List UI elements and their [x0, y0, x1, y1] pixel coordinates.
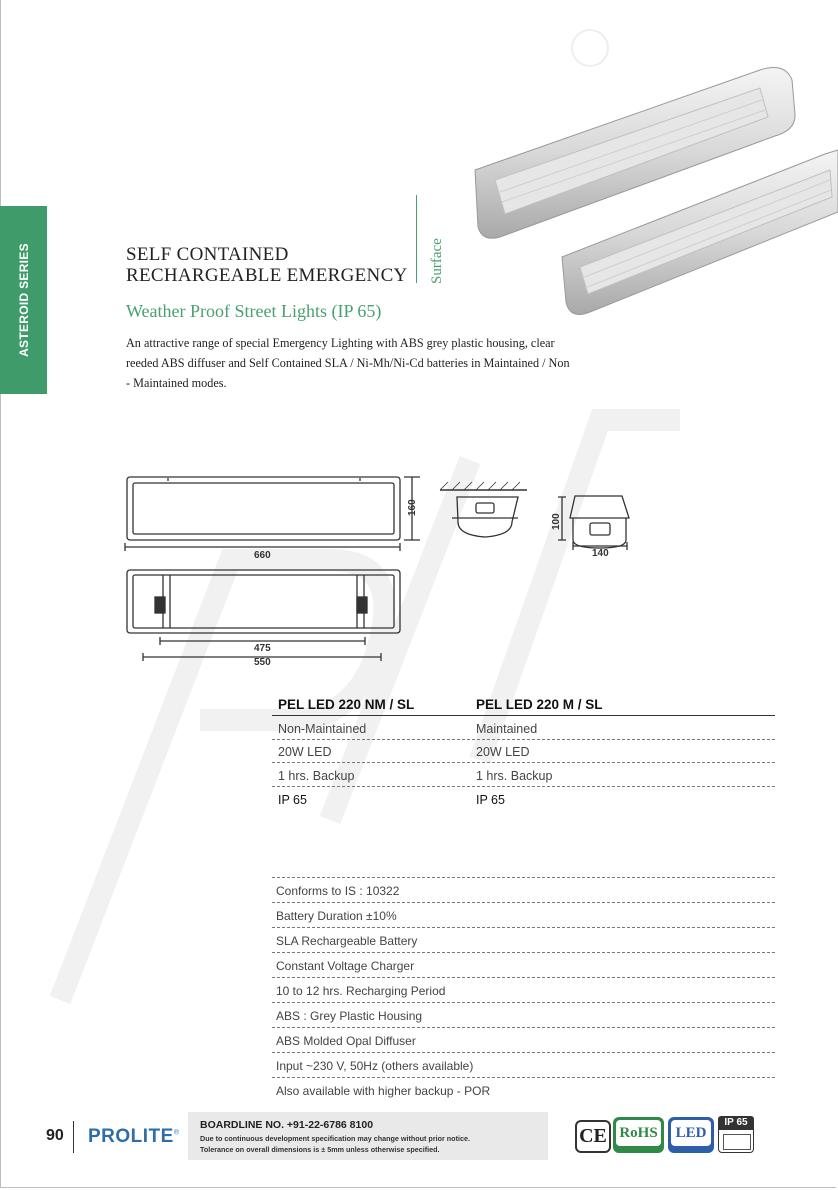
features-list [272, 877, 775, 1102]
spec-row [272, 763, 775, 787]
led-badge-icon [668, 1117, 714, 1153]
brand-logo [88, 1126, 180, 1148]
spec-cell: Maintained [476, 721, 538, 736]
spec-cell: IP 65 [278, 793, 307, 807]
product-subtitle: Weather Proof Street Lights (IP 65) [126, 301, 382, 321]
ip65-badge-icon [718, 1116, 754, 1153]
brand-logo-text: PROLITE [88, 1126, 174, 1147]
page-number: 90 [46, 1127, 64, 1144]
rohs-label: RoHS [616, 1120, 661, 1146]
ip65-label: IP 65 [718, 1116, 754, 1130]
dim-475: 475 [254, 643, 271, 654]
tolerance-note: Tolerance on overall dimensions is ± 5mm unless otherwise specified. [200, 1145, 440, 1154]
feature-item: Battery Duration ±10% [272, 902, 775, 927]
ce-mark-icon [575, 1120, 611, 1153]
spec-header-row [272, 694, 775, 716]
trademark-mark: ® [173, 1129, 180, 1137]
spec-cell: 20W LED [476, 745, 530, 759]
spec-cell: 20W LED [278, 745, 332, 759]
series-tab-label: ASTEROID SERIES [16, 243, 31, 357]
spec-cell: 1 hrs. Backup [278, 768, 355, 783]
spec-cell: Non-Maintained [278, 721, 367, 736]
footer-divider [73, 1121, 74, 1153]
rohs-badge-icon [613, 1117, 664, 1153]
spec-row [272, 716, 775, 740]
spec-row [272, 787, 775, 811]
spec-header-m: PEL LED 220 M / SL [476, 697, 603, 712]
water-drops-icon [723, 1134, 751, 1150]
spec-cell: IP 65 [476, 793, 505, 807]
spec-row [272, 740, 775, 764]
spec-table [272, 694, 775, 810]
feature-item: Input ~230 V, 50Hz (others available) [272, 1052, 775, 1077]
certification-badges [573, 1115, 758, 1157]
dim-140: 140 [592, 548, 609, 559]
feature-item: SLA Rechargeable Battery [272, 927, 775, 952]
spec-header-nm: PEL LED 220 NM / SL [278, 697, 415, 712]
dim-100: 100 [551, 513, 562, 530]
dim-160: 160 [407, 499, 418, 516]
feature-item: 10 to 12 hrs. Recharging Period [272, 977, 775, 1002]
feature-item: ABS Molded Opal Diffuser [272, 1027, 775, 1052]
title-line-2: RECHARGEABLE EMERGENCY [126, 265, 408, 286]
boardline-number: BOARDLINE NO. +91-22-6786 8100 [200, 1119, 374, 1131]
mount-type-label: Surface [429, 238, 445, 284]
feature-item: Conforms to IS : 10322 [272, 877, 775, 902]
spec-cell: 1 hrs. Backup [476, 768, 553, 783]
feature-item: ABS : Grey Plastic Housing [272, 1002, 775, 1027]
title-line-1: SELF CONTAINED [126, 244, 289, 265]
feature-item: Also available with higher backup - POR [272, 1077, 775, 1102]
led-label: LED [671, 1120, 711, 1146]
ce-label: CE [579, 1125, 607, 1147]
boardline-box [188, 1112, 548, 1160]
spec-change-note: Due to continuous development specification may change without prior notice. [200, 1134, 470, 1143]
feature-item: Constant Voltage Charger [272, 952, 775, 977]
dim-660: 660 [254, 550, 271, 561]
product-description: An attractive range of special Emergency Lighting with ABS grey plastic housing, clear reeded ABS diffuser and Self Contained SLA / Ni-Mh/Ni-Cd batteries in Maintained / Non - Maintained modes. [126, 336, 570, 390]
dim-550: 550 [254, 657, 271, 668]
